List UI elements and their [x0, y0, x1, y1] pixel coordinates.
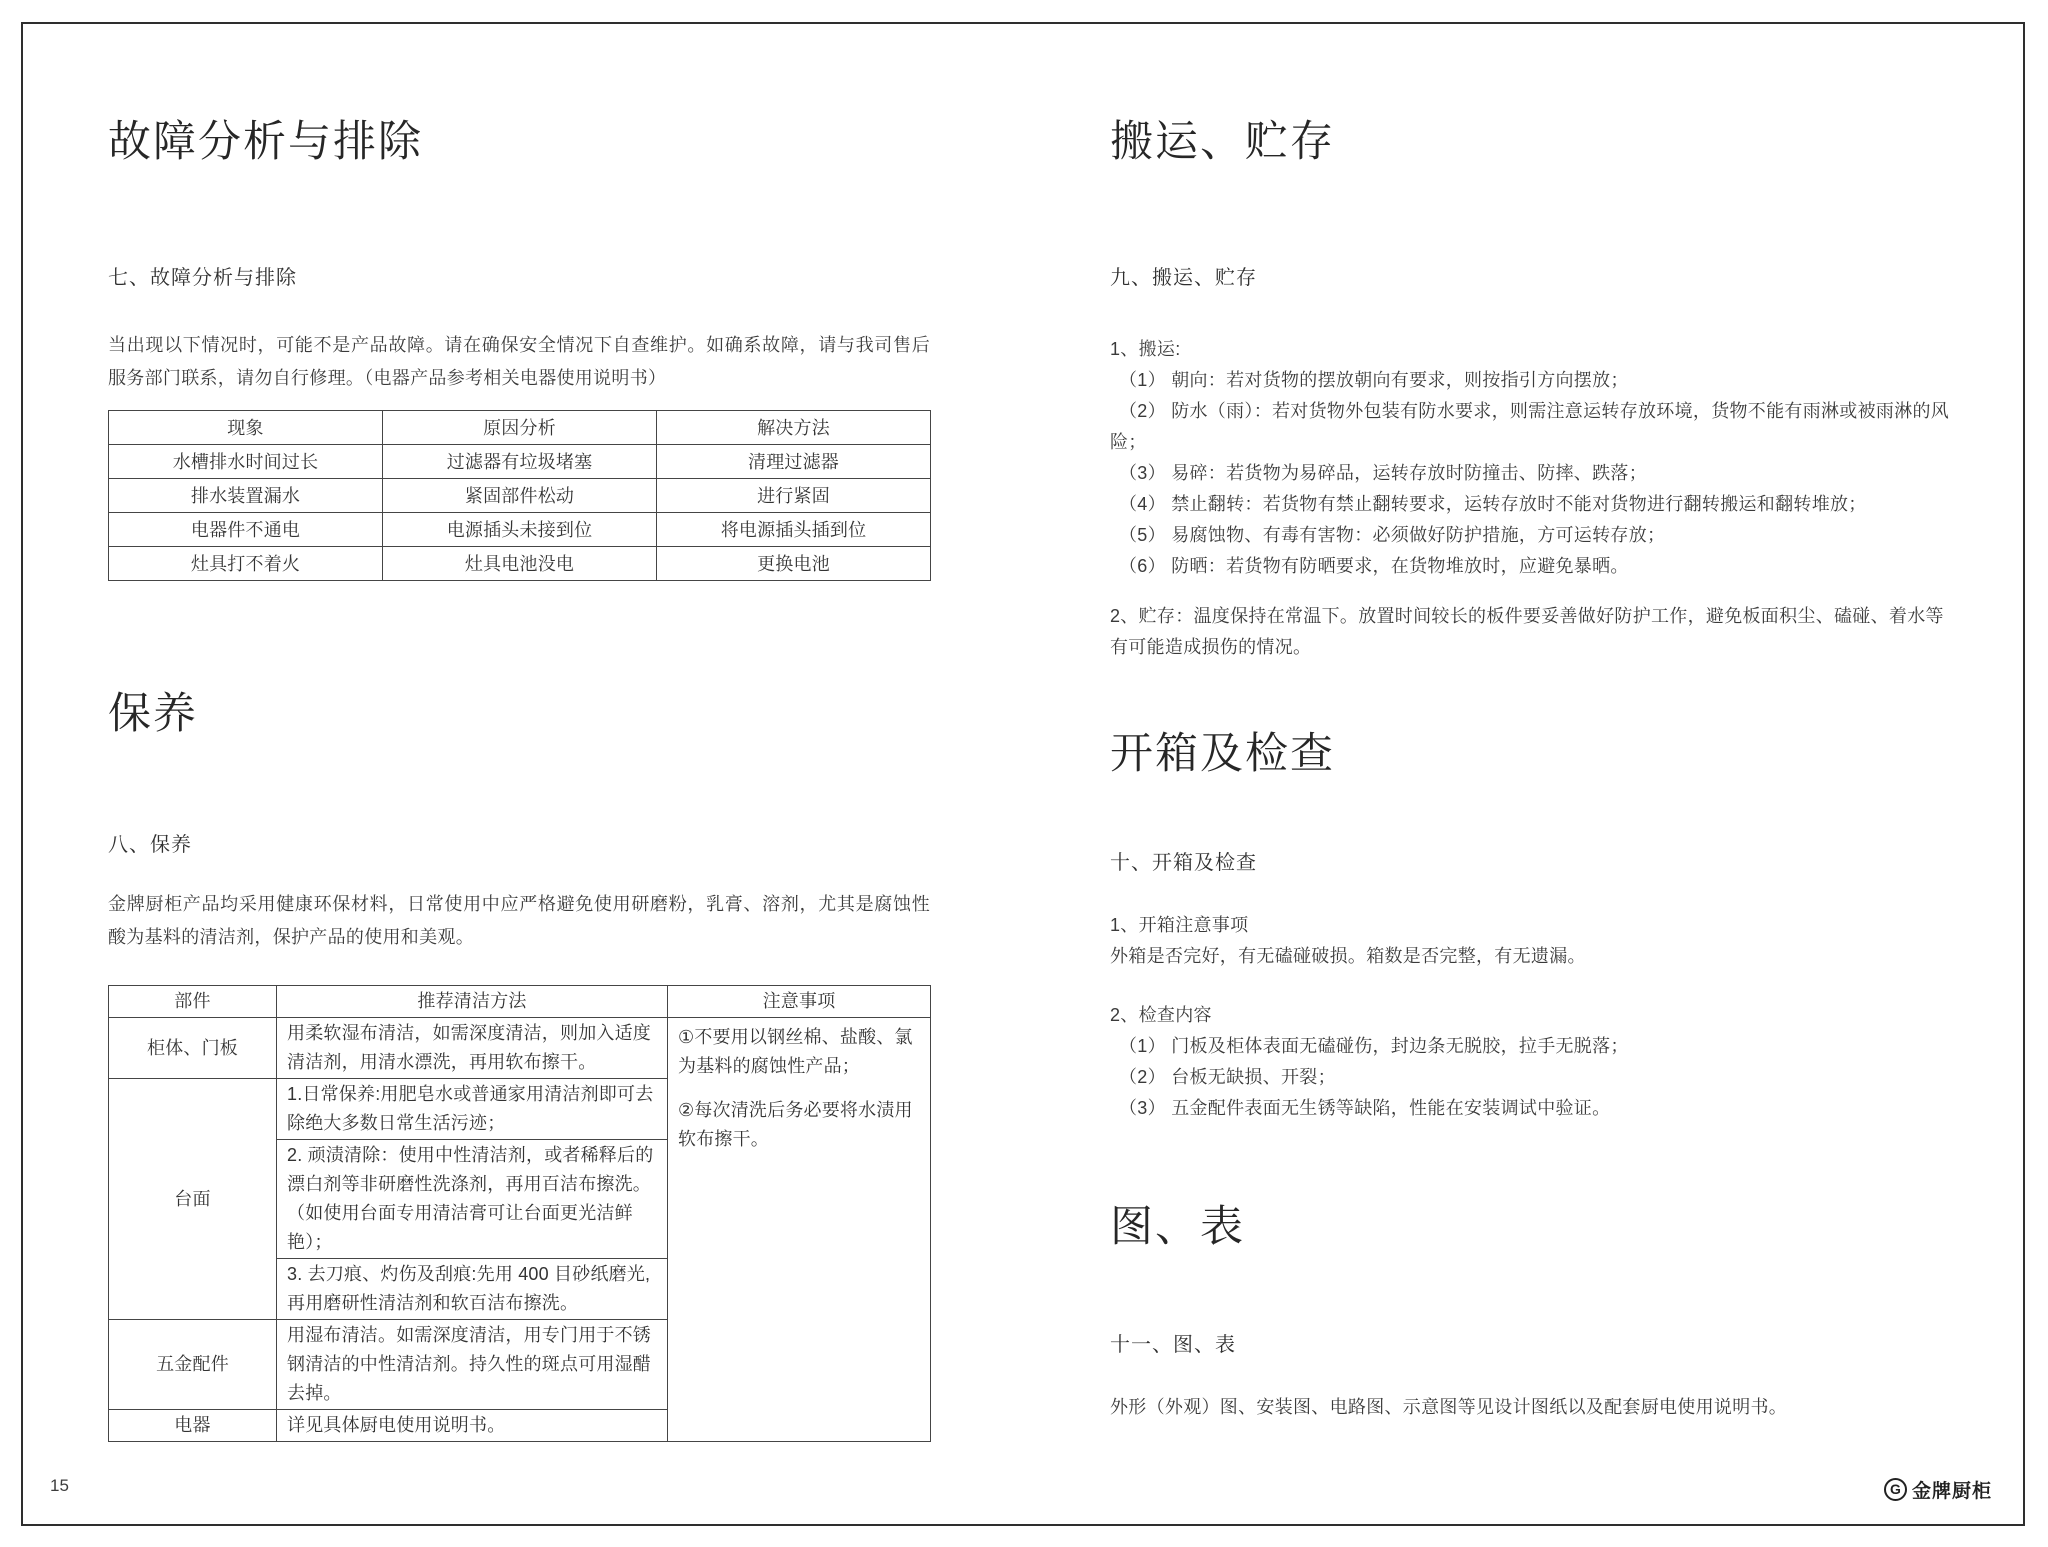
- figures-paragraph: 外形（外观）图、安装图、电路图、示意图等见设计图纸以及配套厨电使用说明书。: [1110, 1397, 1788, 1417]
- table-cell-method: 3. 去刀痕、灼伤及刮痕:先用 400 目砂纸磨光,再用磨研性清洁剂和软百洁布擦洗。: [277, 1259, 668, 1320]
- list-item: （1） 朝向：若对货物的摆放朝向有要求，则按指引方向摆放；: [1119, 370, 1629, 390]
- maintenance-section-heading: 八、保养: [108, 834, 192, 856]
- table-cell-method: 详见具体厨电使用说明书。: [277, 1410, 668, 1442]
- brand-g-icon: G: [1884, 1478, 1907, 1501]
- table-cell: 灶具打不着火: [109, 547, 383, 581]
- table-cell: 电源插头未接到位: [383, 513, 657, 547]
- list-item: （3） 易碎：若货物为易碎品，运转存放时防撞击、防摔、跌落；: [1119, 463, 1648, 483]
- list-item: （3） 五金配件表面无生锈等缺陷，性能在安装调试中验证。: [1119, 1098, 1611, 1118]
- table-cell-method: 2. 顽渍清除：使用中性清洁剂，或者稀释后的漂白剂等非研磨性洗涤剂，再用百洁布擦洗。（如使用台面专用清洁膏可让台面更光洁鲜艳）；: [277, 1140, 668, 1259]
- unboxing-check-block: [1110, 1000, 1950, 1124]
- fault-section-heading: 七、故障分析与排除: [108, 267, 297, 289]
- list-item: （4） 禁止翻转：若货物有禁止翻转要求，运转存放时不能对货物进行翻转搬运和翻转堆放；: [1119, 494, 1867, 514]
- table-cell: 排水装置漏水: [109, 479, 383, 513]
- transport-section-title: 搬运、贮存: [1110, 118, 1335, 166]
- unboxing-sub1-text: 外箱是否完好，有无磕碰破损。箱数是否完整，有无遗漏。: [1110, 946, 1586, 966]
- unboxing-sub2-title: 2、检查内容: [1110, 1005, 1212, 1025]
- table-header-cell: 推荐清洁方法: [277, 986, 668, 1018]
- table-row: [109, 547, 931, 581]
- unboxing-section-heading: 十、开箱及检查: [1110, 852, 1257, 874]
- list-item: （2） 防水（雨）：若对货物外包装有防水要求，则需注意运转存放环境，货物不能有雨淋或被雨淋的风险；: [1110, 401, 1950, 452]
- maintenance-table: [108, 985, 931, 1442]
- list-item: （5） 易腐蚀物、有毒有害物：必须做好防护措施，方可运转存放；: [1119, 525, 1666, 545]
- table-cell-method: 用柔软湿布清洁，如需深度清洁，则加入适度清洁剂，用清水漂洗，再用软布擦干。: [277, 1018, 668, 1079]
- table-header-cell: 注意事项: [668, 986, 931, 1018]
- brand-name: 金牌厨柜: [1912, 1481, 1993, 1502]
- table-cell: 电器件不通电: [109, 513, 383, 547]
- table-cell: 过滤器有垃圾堵塞: [383, 445, 657, 479]
- fault-table: [108, 410, 931, 581]
- table-row: [109, 479, 931, 513]
- table-header-cell: 现象: [109, 411, 383, 445]
- list-item: （6） 防晒：若货物有防晒要求，在货物堆放时，应避免暴晒。: [1119, 556, 1629, 576]
- table-row: [109, 445, 931, 479]
- table-cell: 将电源插头插到位: [657, 513, 931, 547]
- note-item: ①不要用以钢丝棉、盐酸、氯为基料的腐蚀性产品；: [678, 1027, 913, 1076]
- table-cell: 灶具电池没电: [383, 547, 657, 581]
- table-cell-method: 1.日常保养:用肥皂水或普通家用清洁剂即可去除绝大多数日常生活污迹；: [277, 1079, 668, 1140]
- page-number: 15: [50, 1476, 69, 1495]
- list-item: （1） 门板及柜体表面无磕碰伤，封边条无脱胶，拉手无脱落；: [1119, 1036, 1629, 1056]
- transport-list-title: 1、搬运:: [1110, 339, 1181, 359]
- table-cell: 紧固部件松动: [383, 479, 657, 513]
- table-row: [109, 513, 931, 547]
- table-cell-part: 台面: [109, 1079, 277, 1320]
- table-cell-method: 用湿布清洁。如需深度清洁，用专门用于不锈钢清洁的中性清洁剂。持久性的斑点可用湿醋去掉。: [277, 1320, 668, 1410]
- transport-section-heading: 九、搬运、贮存: [1110, 267, 1257, 289]
- figures-section-heading: 十一、图、表: [1110, 1334, 1236, 1356]
- table-cell: 清理过滤器: [657, 445, 931, 479]
- table-row: [109, 1018, 931, 1079]
- table-header-cell: 原因分析: [383, 411, 657, 445]
- note-item: ②每次清洗后务必要将水渍用软布擦干。: [678, 1100, 913, 1149]
- fault-section-title: 故障分析与排除: [108, 118, 423, 166]
- table-header-cell: 解决方法: [657, 411, 931, 445]
- storage-paragraph: 2、贮存：温度保持在常温下。放置时间较长的板件要妥善做好防护工作，避免板面积尘、磕碰、着水等有可能造成损伤的情况。: [1110, 606, 1944, 657]
- table-cell-notes: [668, 1018, 931, 1442]
- unboxing-notes-block: [1110, 910, 1950, 972]
- maintenance-section-title: 保养: [108, 690, 198, 738]
- figures-section-title: 图、表: [1110, 1203, 1245, 1251]
- unboxing-section-title: 开箱及检查: [1110, 730, 1335, 778]
- list-item: （2） 台板无缺损、开裂；: [1119, 1067, 1336, 1087]
- fault-intro-paragraph: 当出现以下情况时，可能不是产品故障。请在确保安全情况下自查维护。如确系故障，请与我司售后服务部门联系，请勿自行修理。（电器产品参考相关电器使用说明书）: [108, 335, 930, 388]
- maintenance-intro-paragraph: 金牌厨柜产品均采用健康环保材料，日常使用中应严格避免使用研磨粉，乳膏、溶剂，尤其是腐蚀性酸为基料的清洁剂，保护产品的使用和美观。: [108, 894, 930, 947]
- table-cell-part: 电器: [109, 1410, 277, 1442]
- table-cell-part: 五金配件: [109, 1320, 277, 1410]
- table-header-cell: 部件: [109, 986, 277, 1018]
- unboxing-sub1-title: 1、开箱注意事项: [1110, 915, 1249, 935]
- table-header-row: [109, 411, 931, 445]
- transport-list: [1110, 334, 1950, 582]
- table-cell-part: 柜体、门板: [109, 1018, 277, 1079]
- table-cell: 更换电池: [657, 547, 931, 581]
- table-header-row: [109, 986, 931, 1018]
- table-cell: 进行紧固: [657, 479, 931, 513]
- brand-logo: [1884, 1476, 1992, 1503]
- table-cell: 水槽排水时间过长: [109, 445, 383, 479]
